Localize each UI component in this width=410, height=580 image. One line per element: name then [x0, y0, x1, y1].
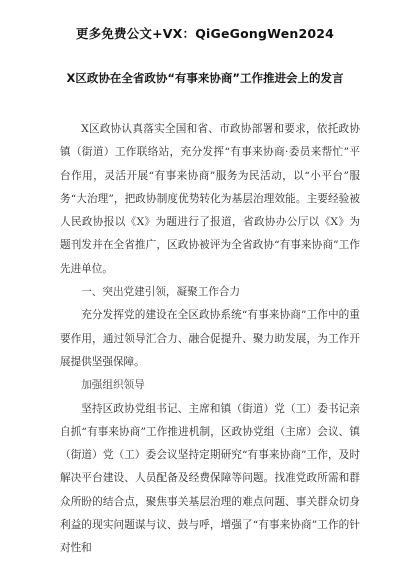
- document-title: X区政协在全省政协“有事来协商”工作推进会上的发言: [66, 71, 344, 85]
- section-heading: 一、突出党建引领，凝聚工作合力: [81, 286, 241, 299]
- document-body: [60, 118, 360, 561]
- section-paragraph: 充分发挥党的建设在全区政协系统“有事来协商”工作中的重要作用，通过领导汇合力、融合促提升、聚力助发展，为工作开展提供坚强保障。: [60, 309, 360, 368]
- subsection-paragraph: 坚持区政协党组书记、主席和镇（街道）党（工）委书记亲自抓“有事来协商”工作推进机制，区政协党组（主席）会议、镇（街道）党（工）委会议坚持定期研究“有事来协商”工作，及时解决平台建设、人员配备及经费保障等问题。找准党政所需和群众所盼的结合点，聚焦事关基层治理的难点问题、事关群众切身利益的现实问题谋与议、鼓与呼，增强了“有事来协商”工作的针对性和: [60, 402, 360, 555]
- subsection-heading: 加强组织领导: [81, 379, 145, 392]
- header-banner: 更多免费公文+VX：QiGeGongWen2024: [75, 26, 335, 41]
- intro-paragraph: X区政协认真落实全国和省、市政协部署和要求，依托政协镇（街道）工作联络站，充分发挥“有事来协商·委员来帮忙”平台作用，灵活开展“有事来协商”服务为民活动，以“小平台”服务“大治理”，把政协制度优势转化为基层治理效能。主要经验被人民政协报以《X》为题进行了报道，省政协办公厅以《X》为题刊发并在全省推广，区政协被评为全省政协“有事来协商”工作先进单位。: [60, 123, 360, 275]
